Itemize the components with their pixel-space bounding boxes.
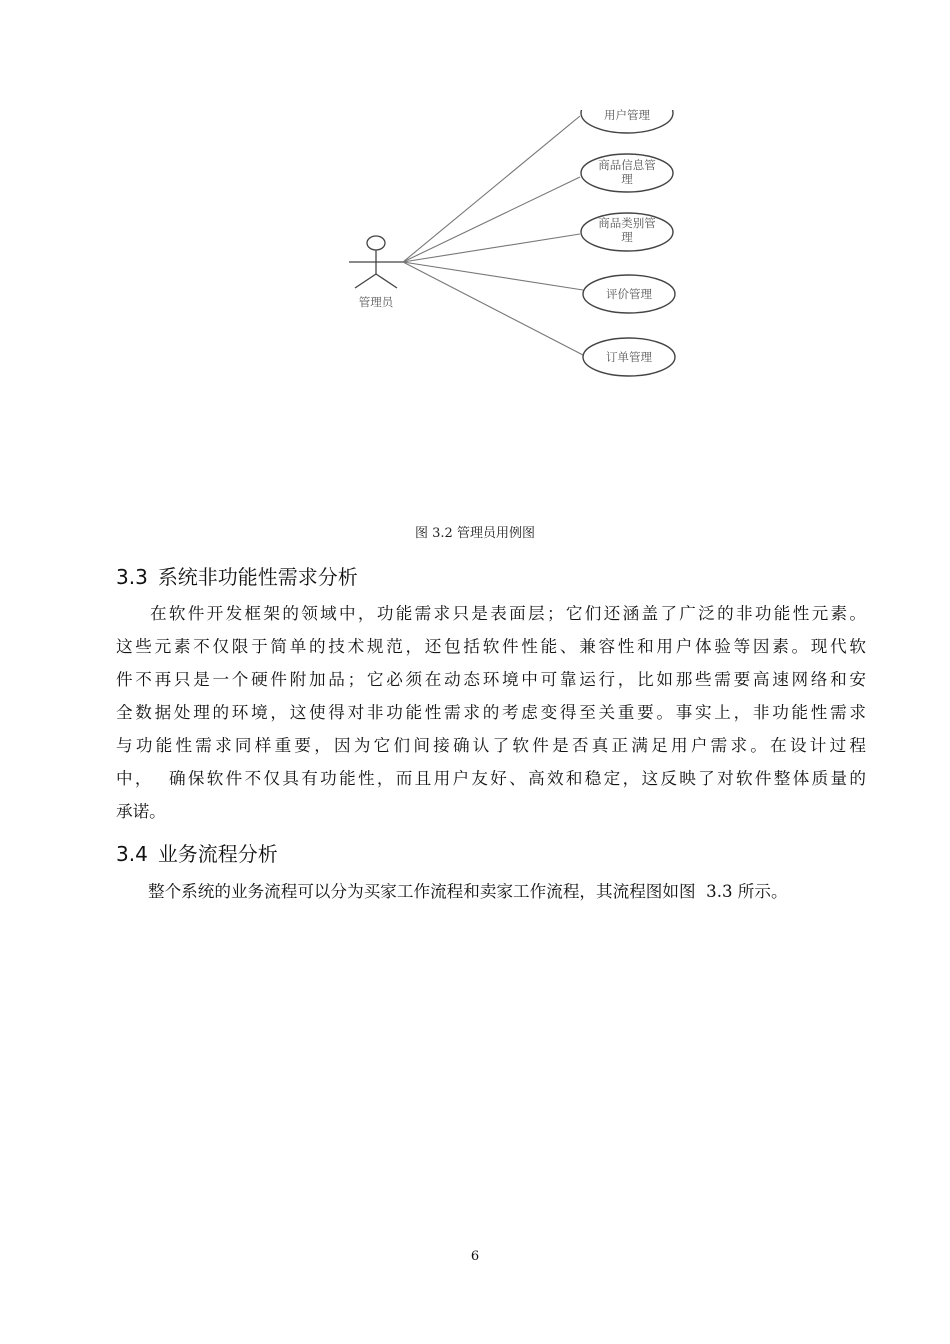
section-paragraph-3-3 xyxy=(116,597,866,828)
paragraph-line: 全数据处理的环境，这使得对非功能性需求的考虑变得至关重要。事实上，非功能性需求 xyxy=(116,703,866,722)
use-case-diagram-graphics xyxy=(250,110,700,420)
use-case-product-info-management: 商品信息管 理 xyxy=(598,158,656,186)
paragraph-line: 在软件开发框架的领域中，功能需求只是表面层；它们还涵盖了广泛的非功能性元素。 xyxy=(150,604,866,623)
paragraph-line: 整个系统的业务流程可以分为买家工作流程和卖家工作流程，其流程图如图 3.3 所示。 xyxy=(148,882,788,901)
paragraph-line: 这些元素不仅限于简单的技术规范，还包括软件性能、兼容性和用户体验等因素。现代软 xyxy=(116,637,866,656)
association-lines xyxy=(403,116,583,355)
use-case-user-management: 用户管理 xyxy=(604,108,650,122)
section-paragraph-3-4 xyxy=(116,875,866,908)
actor-icon xyxy=(349,236,403,288)
section-number: 3.3 xyxy=(116,565,148,589)
use-case-product-category-management: 商品类别管 理 xyxy=(598,216,656,244)
section-heading-3-4 xyxy=(116,838,278,867)
figure-caption: 图 3.2 管理员用例图 xyxy=(415,526,535,541)
paragraph-line: 中， 确保软件不仅具有功能性，而且用户友好、高效和稳定，这反映了对软件整体质量的 xyxy=(116,769,866,788)
section-title: 系统非功能性需求分析 xyxy=(157,565,358,589)
use-case-order-management: 订单管理 xyxy=(606,350,652,364)
page-number: 6 xyxy=(470,1249,480,1264)
paragraph-line: 与功能性需求同样重要，因为它们间接确认了软件是否真正满足用户需求。在设计过程 xyxy=(116,736,866,755)
section-number: 3.4 xyxy=(116,842,148,866)
use-case-review-management: 评价管理 xyxy=(606,287,652,301)
paragraph-line: 件不再只是一个硬件附加品；它必须在动态环境中可靠运行，比如那些需要高速网络和安 xyxy=(116,670,866,689)
section-title: 业务流程分析 xyxy=(157,842,278,866)
paragraph-line: 承诺。 xyxy=(116,802,166,821)
section-heading-3-3 xyxy=(116,561,358,590)
use-case-diagram xyxy=(250,110,700,420)
actor-label: 管理员 xyxy=(358,295,394,309)
